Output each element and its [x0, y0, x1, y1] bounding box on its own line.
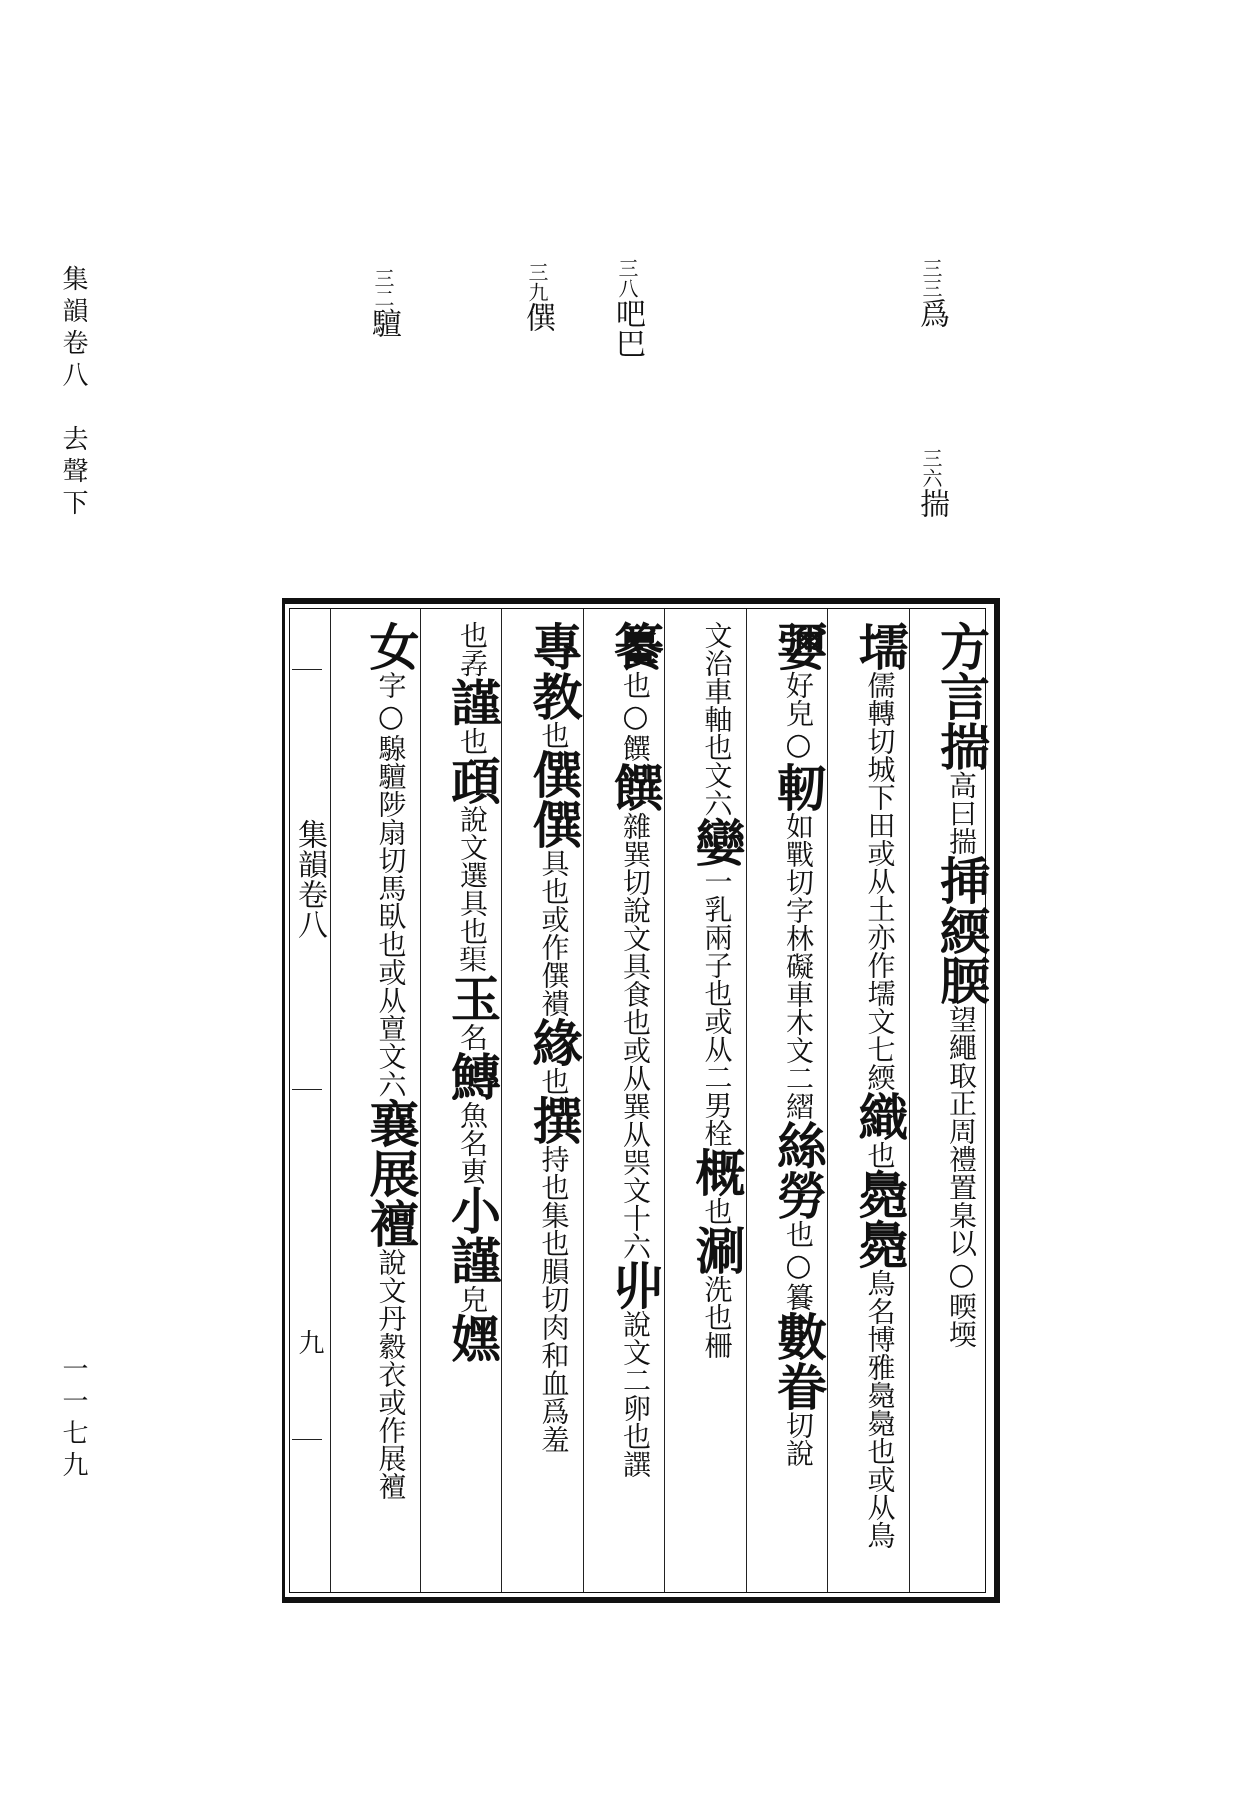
collation-note	[520, 262, 555, 332]
banxin-rule	[292, 669, 322, 670]
head-character: 謹	[443, 677, 502, 727]
note-number: 三三	[919, 258, 943, 298]
text-column	[424, 621, 502, 1611]
gloss-text: 䐣	[537, 1257, 571, 1285]
head-character: 女	[361, 621, 421, 671]
column-rule	[746, 609, 747, 1592]
note-char: 揣	[914, 488, 949, 518]
gloss-text: 礙車木文二	[782, 952, 815, 1092]
gloss-text: 陟扇切馬臥也	[374, 790, 408, 958]
gloss-text: 𤦲	[456, 945, 489, 973]
gloss-text: 切說文具食也	[619, 868, 652, 1036]
gloss-text: 栓	[700, 1119, 734, 1147]
gloss-text: 也	[456, 621, 489, 649]
banxin-column	[290, 669, 330, 1569]
note-char: 爲	[914, 298, 949, 328]
gloss-text: 或从亶文六	[374, 958, 408, 1098]
head-character: 玉	[443, 973, 502, 1023]
head-character: 壖	[850, 621, 910, 671]
gloss-text: 騡驙	[374, 734, 408, 790]
gloss-text: 切說	[782, 1411, 815, 1467]
gloss-text: 一乳兩子也	[700, 867, 734, 1007]
gloss-text: 从土亦作壖文七	[863, 867, 897, 1063]
gloss-text: 雜巽	[619, 812, 652, 868]
column-rule	[664, 609, 665, 1592]
collation-note	[366, 268, 401, 338]
gloss-text: 也	[619, 671, 652, 699]
gloss-text: 作僎	[537, 933, 571, 989]
head-character: 緣	[524, 1017, 584, 1067]
text-column	[831, 621, 910, 1611]
gloss-text: 具也	[456, 889, 489, 945]
head-character: 撰	[524, 1095, 584, 1145]
entry-marker: ○	[781, 727, 816, 762]
gloss-text: 文治車軸	[700, 621, 734, 733]
collation-note	[914, 448, 949, 518]
gloss-text: 也	[782, 1220, 815, 1248]
gloss-text: 也	[456, 727, 489, 755]
head-character: 䳃䳃	[850, 1169, 910, 1269]
gloss-text: 緛	[863, 1063, 897, 1091]
text-column	[913, 621, 991, 1611]
head-character: 小謹	[443, 1185, 502, 1285]
note-number: 三九	[525, 262, 549, 302]
gloss-text: 籑	[782, 1283, 815, 1311]
running-header: 集韻卷八 去聲下	[58, 265, 88, 521]
gloss-text: 也	[537, 1067, 571, 1095]
block-inner-frame	[289, 608, 991, 1593]
collation-note	[610, 258, 645, 358]
column-rule	[330, 609, 331, 1592]
note-number: 三八	[615, 258, 639, 298]
head-character: 專教	[524, 621, 584, 721]
head-character: 絲勞	[769, 1120, 828, 1220]
gloss-text: 也	[700, 1197, 734, 1225]
gloss-text: 䙡	[537, 989, 571, 1017]
gloss-text: 也	[700, 1303, 734, 1331]
note-char: 驙	[366, 308, 401, 338]
column-rule	[827, 609, 828, 1592]
banxin-rule	[292, 1439, 322, 1440]
banxin-page: 九	[294, 1329, 324, 1355]
head-character: 挿緛腝	[932, 855, 991, 1005]
gloss-text: 洗	[700, 1275, 734, 1303]
head-character: 織	[850, 1091, 910, 1141]
head-character: 涮	[687, 1225, 747, 1275]
text-column	[750, 621, 828, 1611]
entry-marker: ○	[781, 1248, 816, 1283]
gloss-text: 䌌	[782, 1092, 815, 1120]
gloss-text: 血爲羞	[537, 1369, 571, 1453]
gloss-text: 也	[537, 721, 571, 749]
gloss-text: 譔	[619, 1450, 652, 1478]
gloss-text: 魚	[456, 1101, 489, 1129]
gloss-text: 字	[374, 671, 408, 699]
gloss-text: 孨	[456, 649, 489, 677]
gloss-text: 名	[456, 1129, 489, 1157]
head-character: 概	[687, 1147, 747, 1197]
head-character: 數眷	[769, 1311, 828, 1411]
gloss-text: 望繩取正周禮置臬以	[945, 1005, 978, 1257]
gloss-text: 卵也	[619, 1394, 652, 1450]
head-character: 軔	[769, 762, 828, 812]
banxin-rule	[292, 1089, 322, 1090]
gloss-text: 或从巽从巺文十六	[619, 1036, 652, 1260]
gloss-text: 或作展襢	[374, 1388, 408, 1500]
head-character: 鱄	[443, 1051, 502, 1101]
gloss-text: 儒轉切城下田或	[863, 671, 897, 867]
text-block	[282, 598, 1000, 1603]
head-character: 嫼	[443, 1313, 502, 1363]
note-char: 僎	[520, 302, 555, 332]
banxin-title: 集韻卷八	[292, 819, 327, 939]
gloss-text: 說文選	[456, 805, 489, 889]
head-character: 饌	[606, 762, 665, 812]
gloss-text: 也	[863, 1141, 897, 1169]
gloss-text: 鳥名博雅䳃	[863, 1269, 897, 1409]
gloss-text: 饌	[619, 734, 652, 762]
page-number: 一一七九	[58, 1355, 88, 1483]
note-char: 吧巴	[610, 298, 645, 358]
gloss-text: 皃	[456, 1285, 489, 1313]
collation-note	[914, 258, 949, 328]
gloss-text: 柵	[700, 1331, 734, 1359]
gloss-text: 名	[456, 1023, 489, 1051]
head-character: 䉵	[606, 621, 665, 671]
gloss-text: 具也或	[537, 849, 571, 933]
gloss-text: 䳃也或从鳥	[863, 1409, 897, 1549]
head-character: 僎僎	[524, 749, 584, 849]
text-column	[668, 621, 747, 1611]
gloss-text: 㬉堧	[945, 1292, 978, 1348]
gloss-text: 說文丹縠衣	[374, 1248, 408, 1388]
entry-marker: ○	[944, 1257, 979, 1292]
gloss-text: 集也	[537, 1201, 571, 1257]
text-column	[587, 621, 665, 1611]
text-column	[342, 621, 421, 1611]
gloss-text: 皃	[782, 699, 815, 727]
gloss-text: 高曰揣	[945, 771, 978, 855]
gloss-text: 如戰切字林	[782, 812, 815, 952]
gloss-text: 好	[782, 671, 815, 699]
head-character: 㜷	[769, 621, 828, 671]
note-number: 三六	[919, 448, 943, 488]
head-character: 孌	[687, 817, 747, 867]
head-character: 方言揣	[932, 621, 991, 771]
gloss-text: 或从二男	[700, 1007, 734, 1119]
text-column	[505, 621, 584, 1611]
head-character: 丱	[606, 1260, 665, 1310]
gloss-text: 持也	[537, 1145, 571, 1201]
gloss-text: 切肉和	[537, 1285, 571, 1369]
head-character: 頙	[443, 755, 502, 805]
gloss-text: 說文二	[619, 1310, 652, 1394]
head-character: 襄展襢	[361, 1098, 421, 1248]
entry-marker: ○	[618, 699, 653, 734]
entry-marker: ○	[373, 699, 409, 734]
gloss-text: 也文六	[700, 733, 734, 817]
note-number: 三二	[371, 268, 395, 308]
gloss-text: 叀	[456, 1157, 489, 1185]
